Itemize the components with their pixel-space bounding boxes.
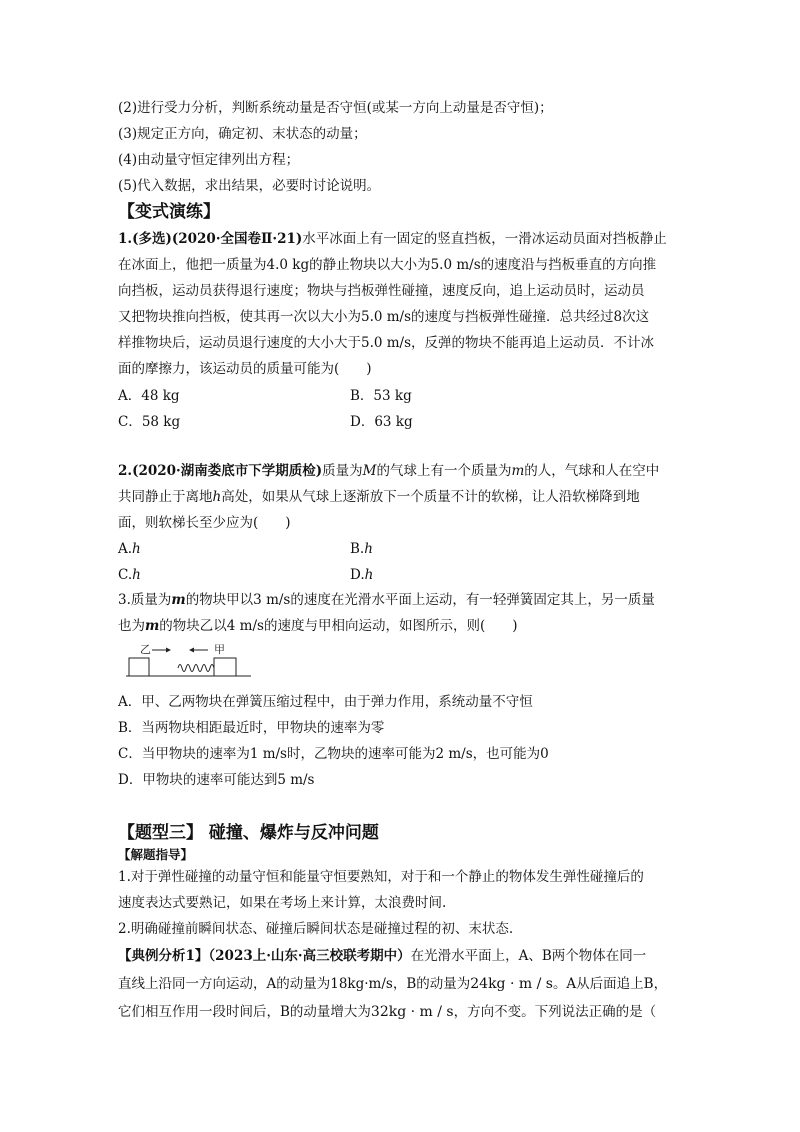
step-3: (3)规定正方向，确定初、末状态的动量； bbox=[118, 126, 367, 142]
q3-text: 3.质量为 bbox=[118, 592, 172, 608]
spring bbox=[178, 665, 214, 672]
q1-option-a: A．48 kg bbox=[118, 388, 180, 404]
guide-line-1: 1.对于弹性碰撞的动量守恒和能量守恒要熟知，对于和一个静止的物体发生弹性碰撞后的 bbox=[118, 869, 644, 885]
q3-option-c: C．当甲物块的速率为1 m/s时，乙物块的速率可能为2 m/s，也可能为0 bbox=[118, 746, 549, 762]
example-line-2 bbox=[118, 974, 667, 994]
example-formula: 24kg · m / s bbox=[470, 976, 553, 992]
q3-text: 的物块甲以3 m/s的速度在光滑水平面上运动，有一轻弹簧固定其上，另一质量 bbox=[185, 592, 655, 608]
option-label: A. bbox=[118, 541, 133, 557]
q2-option-a bbox=[118, 539, 141, 559]
example-text: 。A从后面追上B， bbox=[552, 976, 668, 992]
q2-var-M: M bbox=[362, 463, 377, 479]
step-5: (5)代入数据，求出结果，必要时讨论说明。 bbox=[118, 178, 381, 194]
option-var: h bbox=[364, 541, 373, 557]
q2-tag: 2.(2020·湖南娄底市下学期质检) bbox=[118, 463, 323, 479]
q3-var-m: m bbox=[171, 592, 186, 608]
q2-var-h: h bbox=[212, 489, 222, 505]
guide-line-3: 2.明确碰撞前瞬间状态、碰撞后瞬间状态是碰撞过程的初、末状态. bbox=[118, 921, 514, 937]
spring-blocks-figure bbox=[126, 640, 251, 680]
option-var: h bbox=[364, 567, 374, 583]
q2-option-d bbox=[350, 565, 373, 585]
example-line-1 bbox=[118, 946, 646, 966]
block-yi bbox=[129, 658, 149, 676]
example-text: 它们相互作用一段时间后，B的动量增大为 bbox=[118, 1004, 371, 1020]
q1-line-4: 又把物块推向挡板，使其再一次以大小为5.0 m/s的速度与挡板弹性碰撞．总共经过8次这 bbox=[118, 309, 650, 325]
arrow-jia-head bbox=[189, 648, 194, 653]
q1-tag: 1.(多选)(2020·全国卷Ⅱ·21) bbox=[118, 231, 303, 247]
q3-option-a: A．甲、乙两物块在弹簧压缩过程中，由于弹力作用，系统动量不守恒 bbox=[118, 694, 533, 710]
option-label: B. bbox=[350, 541, 365, 557]
q2-var-m: m bbox=[511, 463, 525, 479]
q1-text: 水平冰面上有一固定的竖直挡板，一滑冰运动员面对挡板静止 bbox=[302, 231, 667, 247]
q1-option-d: D．63 kg bbox=[350, 414, 413, 430]
example-text: 在光滑水平面上，A、B两个物体在同一 bbox=[410, 948, 647, 964]
q2-text: 的气球上有一个质量为 bbox=[376, 463, 512, 479]
q3-option-b: B．当两物块相距最近时，甲物块的速率为零 bbox=[118, 720, 385, 736]
q2-text: 质量为 bbox=[322, 463, 363, 479]
label-jia: 甲 bbox=[214, 643, 225, 656]
label-yi: 乙 bbox=[140, 643, 151, 656]
q2-option-b bbox=[350, 539, 373, 559]
q2-text: 的人，气球和人在空中 bbox=[524, 463, 660, 479]
guide-heading: 【解题指导】 bbox=[118, 847, 194, 862]
q2-line-3: 面，则软梯长至少应为( ) bbox=[118, 515, 291, 531]
q1-line-5: 样推物块后，运动员退行速度的大小大于5.0 m/s，反弹的物块不能再追上运动员．不计冰 bbox=[118, 335, 655, 351]
q1-line-2: 在冰面上，他把一质量为4.0 kg的静止物块以大小为5.0 m/s的速度沿与挡板垂直的方向推 bbox=[118, 257, 657, 273]
q3-line-2 bbox=[118, 616, 518, 636]
step-2: (2)进行受力分析，判断系统动量是否守恒(或某一方向上动量是否守恒)； bbox=[118, 100, 553, 116]
example-text: ，方向不变。下列说法正确的是（ bbox=[453, 1004, 657, 1020]
q1-line-6: 面的摩擦力，该运动员的质量可能为( ) bbox=[118, 361, 372, 377]
option-var: h bbox=[132, 541, 141, 557]
option-label: C. bbox=[118, 567, 133, 583]
q2-line-2 bbox=[118, 487, 640, 507]
q3-text: 的物块乙以4 m/s的速度与甲相向运动，如图所示，则( ) bbox=[159, 618, 518, 634]
option-label: D. bbox=[350, 567, 365, 583]
guide-line-2: 速度表达式要熟记，如果在考场上来计算，太浪费时间. bbox=[118, 895, 447, 911]
arrow-yi-head bbox=[166, 648, 171, 653]
block-jia bbox=[214, 658, 236, 676]
q2-line-1 bbox=[118, 461, 659, 481]
q3-line-1 bbox=[118, 590, 655, 610]
section3-heading: 【题型三】 碰撞、爆炸与反冲问题 bbox=[118, 823, 379, 843]
q2-text: 共同静止于离地 bbox=[118, 489, 213, 505]
q1-option-c: C．58 kg bbox=[118, 414, 181, 430]
example-text: 直线上沿同一方向运动，A的动量为18kg·m/s，B的动量为 bbox=[118, 976, 471, 992]
q2-text: 高处，如果从气球上逐渐放下一个质量不计的软梯，让人沿软梯降到地 bbox=[221, 489, 640, 505]
example-line-3 bbox=[118, 1002, 656, 1022]
example-formula: 32kg · m / s bbox=[370, 1004, 454, 1020]
q1-line-3: 向挡板，运动员获得退行速度；物块与挡板弹性碰撞，速度反向，追上运动员时，运动员 bbox=[118, 283, 645, 299]
step-4: (4)由动量守恒定律列出方程； bbox=[118, 152, 300, 168]
example-tag: 【典例分析1】 bbox=[118, 948, 209, 964]
q2-option-c bbox=[118, 565, 141, 585]
example-source: （2023上·山东·高三校联考期中） bbox=[208, 948, 411, 964]
q3-option-d: D．甲物块的速率可能达到5 m/s bbox=[118, 772, 315, 788]
q1-line-1 bbox=[118, 229, 667, 249]
q1-option-b: B．53 kg bbox=[350, 388, 412, 404]
q3-var-m: m bbox=[145, 618, 160, 634]
option-var: h bbox=[132, 567, 141, 583]
section-variant-heading: 【变式演练】 bbox=[118, 202, 220, 222]
q3-text: 也为 bbox=[118, 618, 145, 634]
